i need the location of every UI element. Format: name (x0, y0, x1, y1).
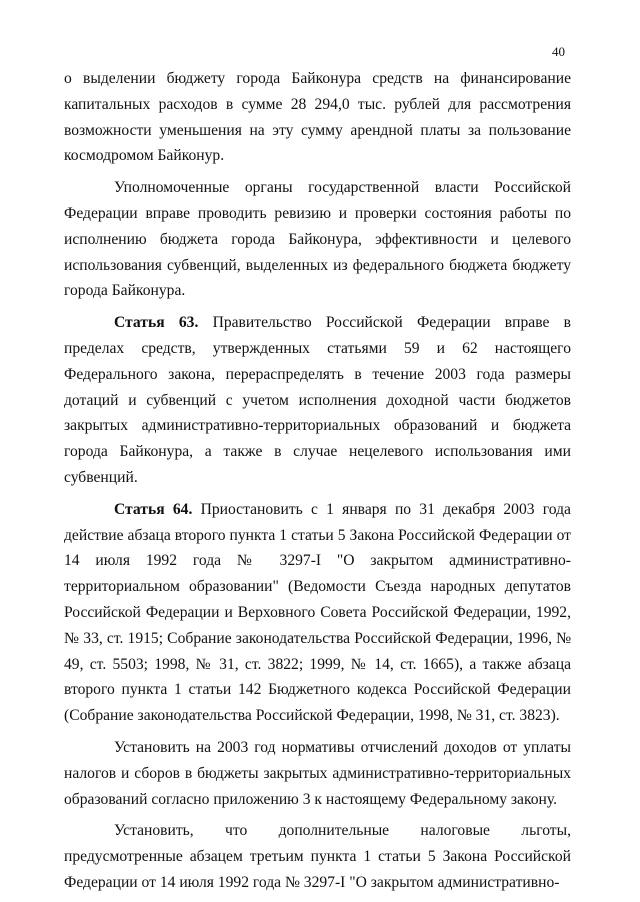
article-63 (64, 310, 571, 491)
article-64-label: Статья 64. (114, 500, 193, 518)
paragraph-text: о выделении бюджету города Байконура средств на финансирование капитальных расходов в сумме 28 294,0 тыс. рублей для рассмотрения возможности уменьшения на эту сумму арендной платы за пользование космодромом Байконур. (64, 70, 571, 165)
paragraph-tax-benefits (64, 818, 571, 895)
page-number: 40 (552, 44, 565, 59)
paragraph-text: Установить на 2003 год нормативы отчислений доходов от уплаты налогов и сборов в бюджеты закрытых административно-территориальных образований согласно приложению 3 к настоящему Федеральному закону. (64, 738, 571, 808)
article-64-text: Приостановить с 1 января по 31 декабря 2003 года действие абзаца второго пункта 1 статьи 5 Закона Российской Федерации от 14 июля 1992 года № 3297-I "О закрытом административно-территориальном образовании" (Ведомости Съезда народных депутатов Российской Федерации и Верховного Совета Российской Федерации, 1992, № 33, ст. 1915; Собрание законодательства Российской Федерации, 1996, № 49, ст. 5503; 1998, № 31, ст. 3822; 1999, № 14, ст. 1665), а также абзаца второго пункта 1 статьи 142 Бюджетного кодекса Российской Федерации (Собрание законодательства Российской Федерации, 1998, № 31, ст. 3823). (64, 500, 571, 725)
document-body (64, 66, 571, 902)
article-63-text: Правительство Российской Федерации вправе в пределах средств, утвержденных статьями 59 и 62 настоящего Федерального закона, перераспределять в течение 2003 года размеры дотаций и субвенций с учетом исполнения доходной части бюджетов закрытых административно-территориальных образований и бюджета города Байконура, а также в случае нецелевого использования ими субвенций. (64, 314, 571, 486)
paragraph-text: Уполномоченные органы государственной власти Российской Федерации вправе проводить ревизию и проверки состояния работы по исполнению бюджета города Байконура, эффективности и целевого использования субвенций, выделенных из федерального бюджета бюджету города Байконура. (64, 179, 571, 300)
article-64 (64, 497, 571, 729)
paragraph-tax-norms (64, 735, 571, 812)
paragraph-text: Установить, что дополнительные налоговые льготы, предусмотренные абзацем третьим пункта 1 статьи 5 Закона Российской Федерации от 14 июля 1992 года № 3297-I "О закрытом административно- (64, 822, 571, 891)
paragraph-baikonur-capital-expenses (64, 66, 571, 169)
paragraph-audit-authority (64, 175, 571, 304)
article-63-label: Статья 63. (114, 314, 199, 332)
